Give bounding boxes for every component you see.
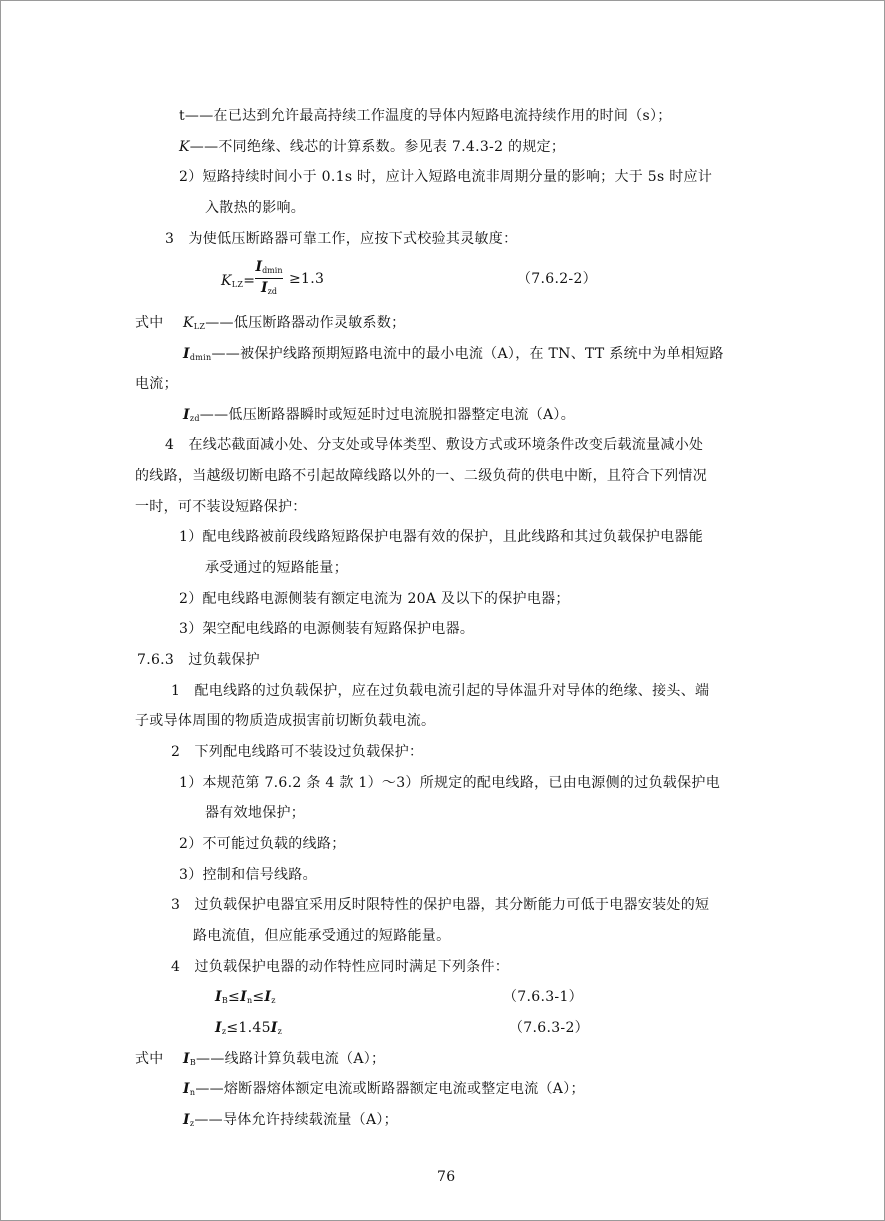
where-2-label: 式中 [135, 1051, 164, 1067]
where-1-label: 式中 [135, 315, 164, 331]
idmin-definition-cont: 电流； [135, 376, 178, 392]
iz-definition: Iz——导体允许持续载流量（A）； [183, 1112, 398, 1128]
eq3-number: （7.6.3-2） [509, 1020, 589, 1036]
eq1-denominator: Izd [261, 280, 277, 296]
para-2-3: 3）控制和信号线路。 [179, 867, 317, 883]
eq1-k-symbol: K [221, 273, 232, 289]
item-3: 3 为使低压断路器可靠工作，应按下式校验其灵敏度： [165, 231, 518, 247]
klz-definition: KLZ——低压断路器动作灵敏系数； [183, 315, 406, 331]
item-4-1-line-2: 承受通过的短路能量； [205, 560, 348, 576]
para-3-line-2: 路电流值，但应能承受通过的短路能量。 [193, 928, 451, 944]
eq1-fraction-bar [255, 278, 283, 279]
k-definition-text: ——不同绝缘、线芯的计算系数。参见表 7.4.3-2 的规定； [189, 139, 566, 155]
para-2-2: 2）不可能过负载的线路； [179, 836, 346, 852]
section-7-6-3-heading: 7.6.3 过负载保护 [137, 652, 260, 668]
eq1-lhs [221, 271, 255, 293]
eq1-numerator: Idmin [255, 259, 283, 275]
eq2: IB≤In≤Iz [215, 989, 276, 1005]
eq1-rhs: ≥1.3 [289, 271, 325, 287]
item-4-2: 2）配电线路电源侧装有额定电流为 20A 及以下的保护电器； [179, 591, 570, 607]
item-2-line-2: 入散热的影响。 [205, 200, 306, 216]
item-4-line-2: 的线路，当越级切断电路不引起故障线路以外的一、二级负荷的供电中断，且符合下列情况 [135, 468, 707, 484]
para-1-line-2: 子或导体周围的物质造成损害前切断负载电流。 [135, 713, 436, 729]
page-number: 76 [437, 1169, 456, 1185]
para-2-1-line-1: 1）本规范第 7.6.2 条 4 款 1）～3）所规定的配电线路，已由电源侧的过负载保护电 [179, 775, 720, 791]
in-definition: In——熔断器熔体额定电流或断路器额定电流或整定电流（A）； [183, 1081, 585, 1097]
eq1-fraction [255, 259, 283, 298]
para-3-line-1: 3 过负载保护电器宜采用反时限特性的保护电器，其分断能力可低于电器安装处的短 [171, 897, 710, 913]
eq2-number: （7.6.3-1） [503, 989, 583, 1005]
item-2-line-1: 2）短路持续时间小于 0.1s 时，应计入短路电流非周期分量的影响；大于 5s 时应计 [179, 169, 713, 185]
item-4-line-1: 4 在线芯截面减小处、分支处或导体类型、敷设方式或环境条件改变后载流量减小处 [165, 437, 704, 453]
k-definition [179, 137, 565, 157]
para-1-line-1: 1 配电线路的过负载保护，应在过负载电流引起的导体温升对导体的绝缘、接头、端 [171, 683, 710, 699]
eq1-k-subscript: LZ [231, 280, 244, 289]
item-4-line-3: 一时，可不装设短路保护： [135, 499, 307, 515]
para-2: 2 下列配电线路可不装设过负载保护： [171, 744, 424, 760]
ib-definition: IB——线路计算负载电流（A）； [183, 1051, 386, 1067]
eq3: Iz≤1.45Iz [215, 1020, 283, 1036]
idmin-definition: Idmin——被保护线路预期短路电流中的最小电流（A），在 TN、TT 系统中为单相短路 [183, 346, 724, 362]
eq1-equals: = [243, 273, 256, 289]
k-symbol: K [179, 139, 190, 155]
eq1-number: （7.6.2-2） [517, 271, 597, 287]
t-definition: t——在已达到允许最高持续工作温度的导体内短路电流持续作用的时间（s）； [179, 108, 672, 124]
para-4: 4 过负载保护电器的动作特性应同时满足下列条件： [171, 959, 510, 975]
item-4-1-line-1: 1）配电线路被前段线路短路保护电器有效的保护，且此线路和其过负载保护电器能 [179, 529, 704, 545]
para-2-1-line-2: 器有效地保护； [205, 805, 306, 821]
izd-definition: Izd——低压断路器瞬时或短延时过电流脱扣器整定电流（A）。 [183, 407, 576, 423]
item-4-3: 3）架空配电线路的电源侧装有短路保护电器。 [179, 621, 475, 637]
